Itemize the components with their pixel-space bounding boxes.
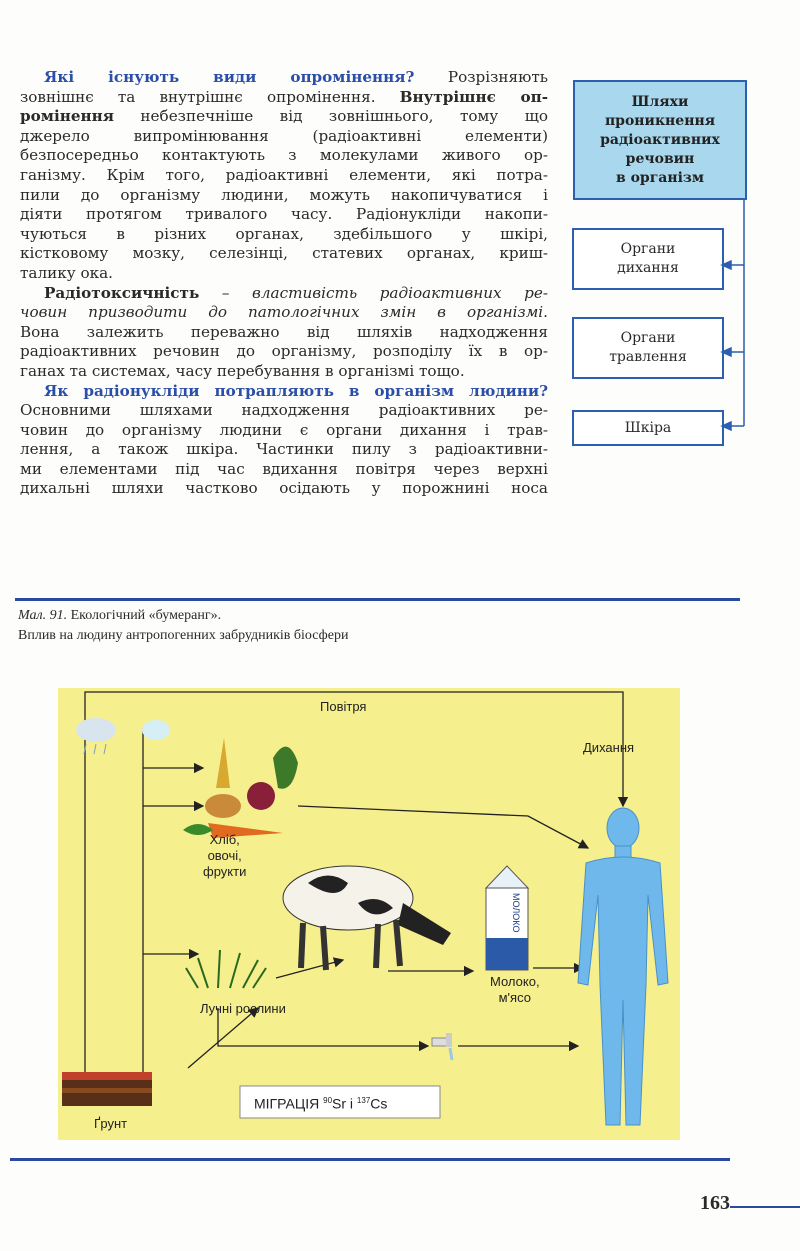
figure-subtitle: Вплив на людину антропогенних забрудників біосфери <box>18 628 349 643</box>
text-segment: ганах та системах, часу перебування в організмі тощо. <box>20 361 465 380</box>
figure-number: Мал. 91. <box>18 608 68 623</box>
page-number: 163 <box>700 1192 730 1214</box>
food-line: овочі, <box>207 848 242 863</box>
vegetables-illustration <box>183 738 298 838</box>
divider-top <box>15 598 740 601</box>
bold-term: Радіотоксичність <box>44 283 200 302</box>
header-line: речовин <box>625 150 695 167</box>
text-segment: кістковому мозку, селезінці, статевих органах, криш- <box>20 244 548 263</box>
figure-caption <box>18 606 348 646</box>
box-text: Органи <box>620 330 676 346</box>
text-segment: ганізму. Крім того, радіоактивні елементи, які потра- <box>20 165 548 184</box>
label-food <box>203 832 246 880</box>
figure-title: Екологічний «бумеранг». <box>70 608 222 623</box>
migration-text: МІГРАЦІЯ <box>254 1095 324 1112</box>
label-air: Повітря <box>320 699 367 714</box>
text-segment: – <box>199 283 252 302</box>
text-segment: Розрізняють <box>414 68 548 86</box>
text-segment: безпосередньо контактують з молекулами живого ор- <box>20 146 548 165</box>
cloud-icon <box>142 720 170 740</box>
cs-element: Cs <box>370 1095 388 1112</box>
soil-illustration <box>62 1072 152 1106</box>
text-segment: діяти протягом тривалого часу. Радіонукліди накопи- <box>20 205 548 224</box>
label-migration <box>254 1093 387 1112</box>
text-line <box>20 460 548 480</box>
cs-isotope: 137 <box>356 1096 371 1105</box>
header-line: Шляхи <box>631 93 689 110</box>
text-segment: талику ока. <box>20 263 114 282</box>
sidebar-connector-arrows <box>0 0 800 460</box>
milk-line: Молоко, <box>490 974 540 989</box>
milk-line: м'ясо <box>498 990 531 1005</box>
text-segment: пили до організму людини, можуть накопичуватися і <box>20 185 548 204</box>
text-segment: небезпечніше від зовнішнього, тому що <box>113 107 548 126</box>
divider-bottom <box>10 1158 730 1161</box>
cow-illustration <box>283 866 451 970</box>
text-segment: властивість радіоактивних ре- <box>252 283 548 302</box>
food-line: фрукти <box>203 864 247 879</box>
water-tap-icon <box>432 1033 452 1060</box>
label-soil: Ґрунт <box>94 1116 128 1131</box>
section-question: Як радіонукліди потрапляють в організм людини? <box>44 381 548 400</box>
section-question: Які існують види опромінення? <box>44 68 415 86</box>
text-line <box>20 479 548 499</box>
cloud-rain-icon <box>76 718 116 754</box>
bold-term: ромінення <box>20 107 114 126</box>
page-number-rule <box>730 1206 800 1208</box>
text-segment: зовнішнє та внутрішнє опромінення. <box>20 87 400 106</box>
grass-illustration <box>186 950 266 988</box>
label-meadow-plants: Лучні рослини <box>200 1001 286 1016</box>
header-line: проникнення <box>604 112 716 129</box>
ecological-boomerang-figure <box>58 688 680 1140</box>
header-line: в організм <box>615 169 705 186</box>
sr-isotope: 90 <box>323 1096 333 1105</box>
text-segment: ми елементами під час вдихання повітря через верхні <box>20 459 548 478</box>
text-segment: човин до організму людини є органи дихання і трав- <box>20 420 548 439</box>
header-line: радіоактивних <box>600 131 720 148</box>
text-segment: джерело випромінювання (радіоактивні елементи) <box>20 126 548 145</box>
box-text: Органи <box>620 241 676 257</box>
bold-term: Внутрішнє оп- <box>399 87 548 106</box>
text-segment: радіоактивних речовин до організму, розподілу їх в ор- <box>20 342 548 361</box>
text-segment: чуються в різних органах, здебільшого у шкірі, <box>20 224 548 243</box>
text-segment: лення, а також шкіра. Частинки пилу з радіоактивни- <box>20 440 548 459</box>
text-segment: Вона залежить переважно від шляхів надходження <box>20 322 548 341</box>
text-segment: Основними шляхами надходження радіоактивних ре- <box>20 401 548 420</box>
human-figure <box>578 808 668 1125</box>
label-breathing: Дихання <box>583 740 635 755</box>
sr-element: Sr і <box>332 1095 357 1112</box>
text-segment: дихальні шляхи частково осідають у порожнині носа <box>20 479 548 498</box>
box-text: Шкіра <box>624 419 672 436</box>
text-segment: човин призводити до патологічних змін в організмі. <box>20 303 548 322</box>
carton-text: МОЛОКО <box>511 893 521 933</box>
milk-carton-icon <box>486 866 528 970</box>
label-milk-meat <box>490 974 540 1006</box>
box-text: дихання <box>617 260 679 276</box>
food-line: Хліб, <box>209 832 240 847</box>
box-text: травлення <box>609 349 687 365</box>
